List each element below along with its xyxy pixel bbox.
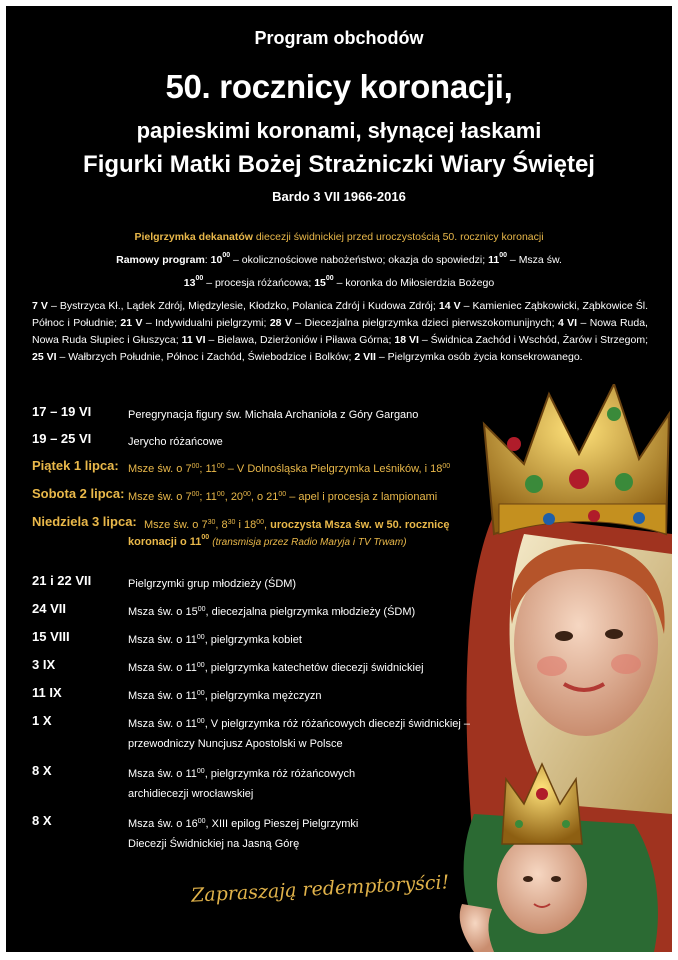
poster [6, 6, 672, 952]
text: – Pielgrzymka osób życia konsekrowanego. [375, 351, 583, 363]
time-3-text: – procesja różańcowa; [203, 277, 315, 289]
sup: 30 [227, 519, 236, 526]
text: Msze św. o 7 [128, 463, 192, 475]
text: Diecezji Świdnickiej na Jasną Górę [128, 838, 300, 850]
schedule-text [128, 714, 470, 754]
text: Msze św. o 7 [128, 491, 192, 503]
time-1: 10 [210, 254, 223, 266]
title-line-3: papieskimi koronami, słynącej łaskami [136, 118, 542, 143]
sup: 00 [243, 491, 251, 498]
date: 2 VII [354, 351, 376, 363]
text: , 20 [224, 491, 244, 503]
schedule-date: Sobota 2 lipca: [32, 486, 125, 501]
pilgrimage-rest: diecezji świdnickiej przed uroczystością 50. rocznicy koronacji [252, 231, 544, 243]
schedule-text [128, 630, 302, 650]
program-line-2 [6, 277, 672, 289]
text: – Kamieniec Ząbkowicki, Ząbkowice Śl. Północ i Południe; [32, 300, 649, 329]
schedule-text [128, 658, 424, 678]
sup: 00 [191, 463, 200, 470]
date: 18 VI [394, 334, 419, 346]
sup: 00 [499, 252, 508, 259]
text: , pielgrzymka kobiet [204, 634, 302, 646]
title-line-1: Program obchodów [254, 28, 424, 48]
title-line-4: Figurki Matki Bożej Strażniczki Wiary Świętej [83, 151, 595, 178]
madonna-statue-image [454, 384, 672, 952]
schedule-row-continuation [128, 536, 407, 548]
schedule-date: 19 – 25 VI [32, 431, 92, 446]
time-3: 13 [183, 277, 196, 289]
sup: 30 [207, 519, 216, 526]
text: Msza św. o 15 [128, 606, 198, 618]
text: (transmisja przez Radio Maryja i TV Trwam) [212, 537, 407, 548]
sup: 00 [197, 818, 206, 825]
schedule-date: Niedziela 3 lipca: [32, 514, 137, 529]
text: przewodniczy Nuncjusz Apostolski w Polsce [128, 738, 343, 750]
text: archidiecezji wrocławskiej [128, 788, 254, 800]
schedule-date: 11 IX [32, 685, 62, 700]
text: Msza św. o 11 [128, 690, 197, 702]
schedule-date: 24 VII [32, 601, 66, 616]
text: – Wałbrzych Południe, Północ i Zachód, Świebodzice i Bolków; [56, 351, 355, 363]
text: Msza św. o 16 [128, 818, 198, 830]
schedule-text [128, 814, 358, 854]
sup: 00 [222, 252, 231, 259]
pilgrimage-heading [6, 231, 672, 243]
sup: 00 [201, 534, 210, 541]
invitation-signature: Zapraszają redemptoryści! [190, 871, 450, 907]
pilgrimage-bold: Pielgrzymka dekanatów [134, 231, 253, 243]
text: , XIII epilog Pieszej Pielgrzymki [205, 818, 359, 830]
sup: 00 [197, 606, 206, 613]
schedule-text [128, 487, 437, 507]
text: Msze św. o 7 [144, 519, 208, 531]
sup: 00 [191, 491, 200, 498]
text: – Bielawa, Dzierżoniów i Piława Górna; [205, 334, 395, 346]
schedule-text: Pielgrzymki grup młodzieży (ŚDM) [128, 578, 297, 590]
date: 28 V [269, 317, 292, 329]
schedule-date: 3 IX [32, 657, 56, 672]
schedule-date: 8 X [32, 813, 52, 828]
schedule-text: Jerycho różańcowe [128, 436, 223, 448]
text: , diecezjalna pielgrzymka młodzieży (ŚDM) [205, 606, 416, 618]
text: Msza św. o 11 [128, 634, 197, 646]
sup: 00 [195, 275, 204, 282]
text: ; 11 [199, 491, 217, 503]
schedule-date: 1 X [32, 713, 52, 728]
time-4-text: – koronka do Miłosierdzia Bożego [333, 277, 495, 289]
text: – apel i procesja z lampionami [286, 491, 438, 503]
title-line-2: 50. rocznicy koronacji, [165, 68, 513, 105]
schedule-text [128, 459, 450, 479]
time-2-text: – Msza św. [507, 254, 562, 266]
sup: 00 [196, 690, 205, 697]
schedule-date: 8 X [32, 763, 52, 778]
schedule-date: 21 i 22 VII [32, 573, 92, 588]
text: , o 21 [250, 491, 279, 503]
schedule-date: Piątek 1 lipca: [32, 458, 119, 473]
schedule-text [128, 764, 355, 804]
date: 11 VI [181, 334, 206, 346]
sup: 00 [196, 662, 205, 669]
schedule-date: 15 VIII [32, 629, 70, 644]
text: , pielgrzymka mężczyzn [204, 690, 322, 702]
text: – V Dolnośląska Pielgrzymka Leśników, i 18 [224, 463, 443, 475]
schedule-text [128, 686, 321, 706]
time-1-text: – okolicznościowe nabożeństwo; okazja do spowiedzi; [230, 254, 489, 266]
schedule-text: Peregrynacja figury św. Michała Archanioła z Góry Gargano [128, 409, 419, 421]
sup: 00 [442, 463, 451, 470]
sup: 00 [196, 634, 205, 641]
sup: 00 [256, 519, 264, 526]
text: koronacji o 11 [128, 536, 202, 548]
sup: 00 [325, 275, 334, 282]
sup: 00 [196, 718, 205, 725]
schedule-date: 17 – 19 VI [32, 404, 92, 419]
date: 4 VI [557, 317, 578, 329]
text: Msza św. o 11 [128, 662, 197, 674]
text: , pielgrzymka katechetów diecezji świdnickiej [204, 662, 424, 674]
date: 25 VI [32, 351, 57, 363]
text: Msza św. o 11 [128, 768, 197, 780]
program-line-1: Ramowy program: $10^{00}$ – okolicznościowe nabożeństwo; okazja do spowiedzi; $11^{00}$ – Msza św. [116, 252, 562, 266]
text: , 8 [215, 519, 228, 531]
sup: 00 [216, 463, 225, 470]
time-2: 11 [488, 254, 500, 266]
text: i 18 [235, 519, 257, 531]
time-4: 15 [314, 277, 326, 289]
sup: 00 [278, 491, 287, 498]
text: , V pielgrzymka róż różańcowych diecezji świdnickiej – [204, 718, 471, 730]
text: , pielgrzymka róż różańcowych [204, 768, 356, 780]
text: , [264, 519, 271, 531]
date: 7 V [32, 300, 48, 312]
deanery-list [32, 298, 648, 366]
text: – Indywidualni pielgrzymi; [142, 317, 270, 329]
schedule-text [144, 515, 449, 535]
sup: 00 [196, 768, 205, 775]
date: 21 V [120, 317, 143, 329]
schedule-text [128, 602, 415, 622]
program-label: Ramowy program [116, 254, 205, 266]
text: – Świdnica Zachód i Wschód, Żarów i Strzegom; [418, 334, 648, 346]
text: uroczysta Msza św. w 50. rocznicę [270, 519, 450, 531]
text: – Bystrzyca Kł., Lądek Zdrój, Międzylesie, Kłodzko, Polanica Zdrój i Kudowa Zdrój; [47, 300, 439, 312]
title-line-5: Bardo 3 VII 1966-2016 [272, 189, 406, 204]
text: – Diecezjalna pielgrzymka dzieci pierwszokomunijnych; [291, 317, 558, 329]
text: ; 11 [199, 463, 217, 475]
sup: 00 [216, 491, 225, 498]
date: 14 V [438, 300, 461, 312]
text: Msza św. o 11 [128, 718, 197, 730]
text: – Nowa Ruda, Nowa Ruda Słupiec i Głuszyca; [32, 317, 648, 346]
